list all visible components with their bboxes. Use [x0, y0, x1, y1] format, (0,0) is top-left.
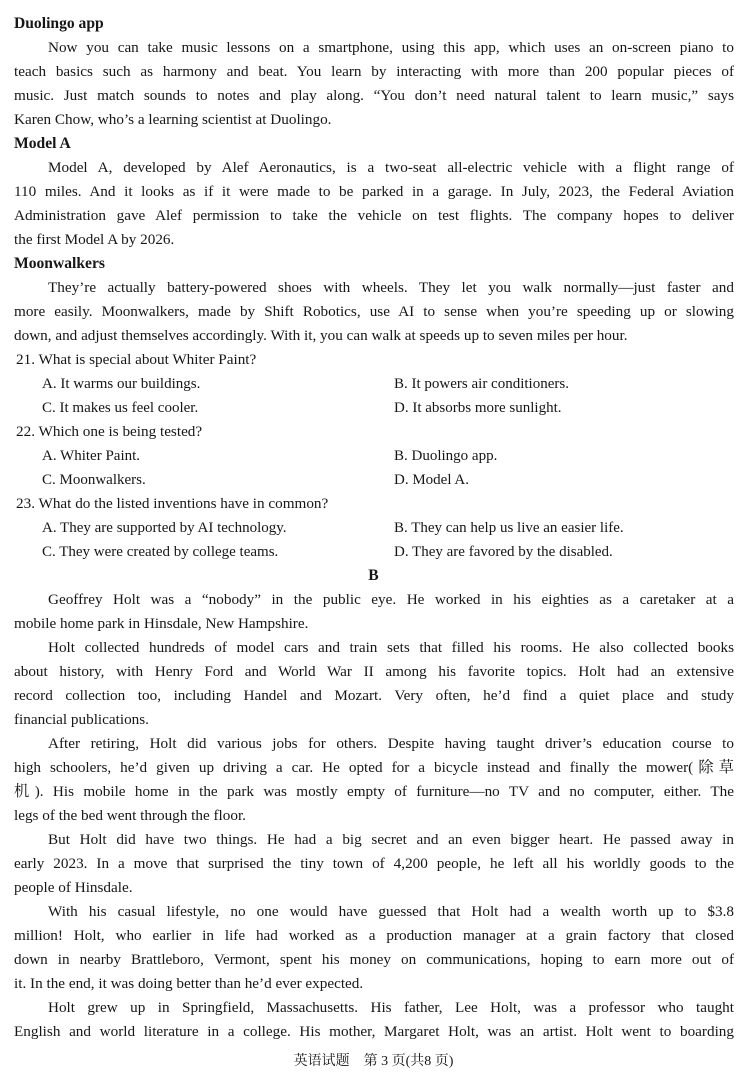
passage-b-line: it. In the end, it was doing better than he’d ever expected. [14, 975, 364, 992]
option-C: C. Moonwalkers. [42, 472, 146, 488]
option-B: B. They can help us live an easier life. [394, 520, 624, 536]
duolingo-text-line: Karen Chow, who’s a learning scientist at Duolingo. [14, 111, 332, 128]
passage-b-line: high schoolers, he’d given up driving a car. He opted for a bicycle instead and finally the mower(除草 [14, 759, 734, 776]
passage-b-line: But Holt did have two things. He had a big secret and an even bigger heart. He passed away in [48, 831, 734, 848]
duolingo-heading: Duolingo app [14, 15, 104, 32]
option-C: C. They were created by college teams. [42, 544, 279, 560]
passage-b-line: Geoffrey Holt was a “nobody” in the public eye. He worked in his eighties as a caretaker at a [48, 591, 734, 608]
option-A: A. They are supported by AI technology. [42, 520, 287, 536]
passage-b-line: down in nearby Brattleboro, Vermont, spent his money on communications, hoping to earn more out of [14, 951, 734, 968]
option-D: D. It absorbs more sunlight. [394, 400, 562, 416]
passage-b-line: financial publications. [14, 711, 149, 728]
passage-b-line: After retiring, Holt did various jobs for others. Despite having taught driver’s education course to [48, 735, 734, 752]
question-23-stem: 23. What do the listed inventions have in common? [16, 495, 329, 512]
duolingo-text-line: music. Just match sounds to notes and play along. “You don’t need natural talent to learn music,” says [14, 87, 734, 104]
option-D: D. They are favored by the disabled. [394, 544, 613, 560]
question-21-stem: 21. What is special about Whiter Paint? [16, 351, 257, 368]
moonwalkers-text-line: down, and adjust themselves accordingly. With it, you can walk at speeds up to seven miles per hour. [14, 327, 628, 344]
moonwalkers-text-line: They’re actually battery-powered shoes with wheels. They let you walk normally—just faster and [48, 279, 734, 296]
duolingo-text-line: Now you can take music lessons on a smartphone, using this app, which uses an on-screen piano to [48, 39, 734, 56]
model-a-text-line: the first Model A by 2026. [14, 231, 175, 248]
passage-b-line: early 2023. In a move that surprised the tiny town of 4,200 people, he left all his worldly goods to the [14, 855, 734, 872]
option-A: A. Whiter Paint. [42, 448, 141, 464]
model-a-text-line: Model A, developed by Alef Aeronautics, is a two-seat all-electric vehicle with a flight range of [48, 159, 734, 176]
passage-b-line: mobile home park in Hinsdale, New Hampshire. [14, 615, 309, 632]
passage-b-line: people of Hinsdale. [14, 879, 133, 896]
passage-b-line: Holt grew up in Springfield, Massachusetts. His father, Lee Holt, was a professor who taught [48, 999, 734, 1016]
passage-b-line: Holt collected hundreds of model cars and train sets that filled his rooms. He also collected books [48, 639, 734, 656]
passage-b-line: legs of the bed went through the floor. [14, 807, 246, 824]
model-a-text-line: Administration gave Alef permission to take the vehicle on test flights. The company hopes to deliver [14, 207, 734, 224]
option-D: D. Model A. [394, 472, 469, 488]
passage-b-line: English and world literature in a college. His mother, Margaret Holt, was an artist. Holt went to boarding [14, 1023, 734, 1040]
option-C: C. It makes us feel cooler. [42, 400, 199, 416]
passage-b-title: B [368, 567, 379, 584]
moonwalkers-text-line: more easily. Moonwalkers, made by Shift Robotics, use AI to sense when you’re speeding up or slowing [14, 303, 734, 320]
moonwalkers-heading: Moonwalkers [14, 255, 105, 272]
model-a-heading: Model A [14, 135, 71, 152]
question-22-stem: 22. Which one is being tested? [16, 423, 203, 440]
passage-b-line: 机). His mobile home in the park was mostly empty of furniture—no TV and no computer, either. The [14, 783, 734, 800]
passage-b-line: record collection too, including Handel and Mozart. Very often, he’d find a quiet place and study [14, 687, 734, 704]
option-A: A. It warms our buildings. [42, 376, 201, 392]
passage-b-line: million! Holt, who earlier in life had worked as a production manager at a grain factory that closed [14, 927, 734, 944]
model-a-text-line: 110 miles. And it looks as if it were made to be parked in a garage. In July, 2023, the Federal Aviation [14, 183, 734, 200]
option-B: B. Duolingo app. [394, 448, 498, 464]
passage-b-line: With his casual lifestyle, no one would have guessed that Holt had a wealth worth up to $3.8 [48, 903, 734, 920]
page-footer: 英语试题 第 3 页(共8 页) [293, 1054, 454, 1069]
passage-b-line: about history, with Henry Ford and World War II among his favorite topics. Holt had an extensive [14, 663, 734, 680]
option-B: B. It powers air conditioners. [394, 376, 569, 392]
duolingo-text-line: teach basics such as harmony and beat. You learn by interacting with more than 200 popular pieces of [14, 63, 734, 80]
